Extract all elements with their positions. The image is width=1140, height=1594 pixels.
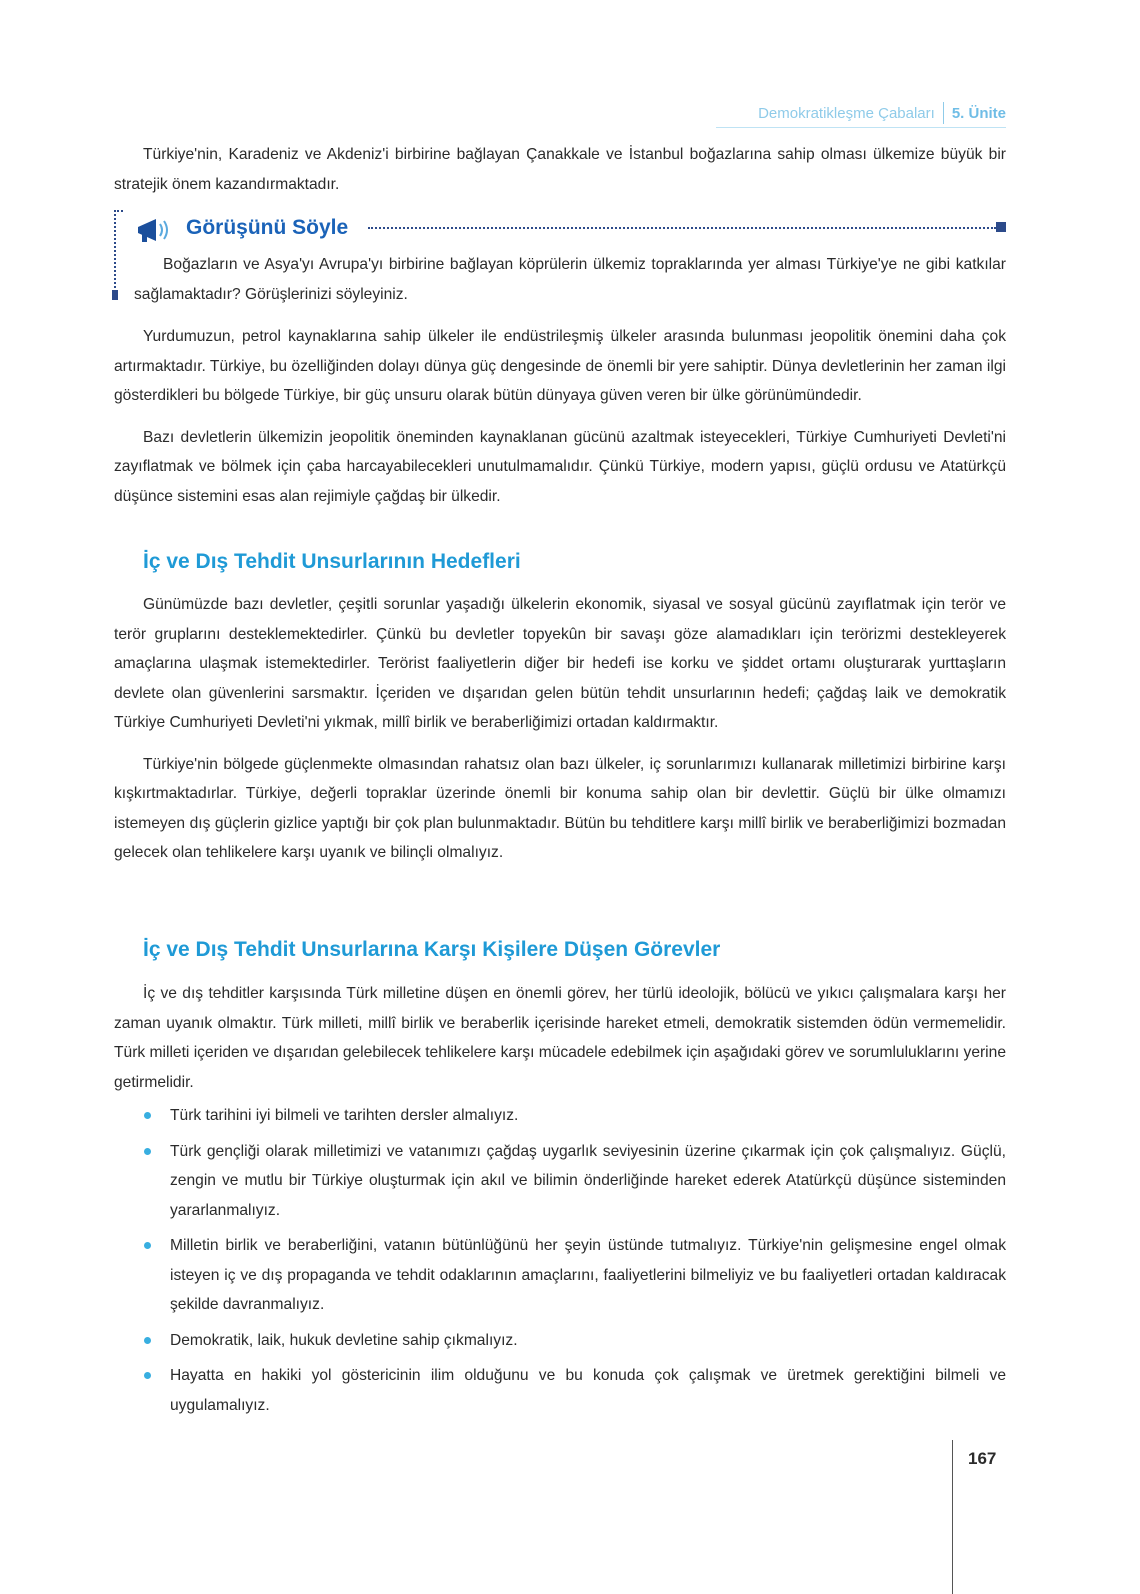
list-item bbox=[114, 1361, 1006, 1420]
list-item bbox=[114, 1101, 1006, 1131]
list-item-text: Türk tarihini iyi bilmeli ve tarihten dersler almalıyız. bbox=[170, 1107, 519, 1124]
list-item-text: Hayatta en hakiki yol göstericinin ilim olduğunu ve bu konuda çok çalışmak ve üretmek gerektiğini bilmeli ve uygulamalıyız. bbox=[170, 1367, 1006, 1414]
page-header bbox=[758, 102, 1006, 124]
page-number: 167 bbox=[968, 1449, 997, 1468]
section-title: Demokratikleşme Çabaları bbox=[758, 104, 935, 122]
list-item-text: Türk gençliği olarak milletimizi ve vatanımızı çağdaş uygarlık seviyesinin üzerine çıkarmak için çok çalışmalıyız. Güçlü, zengin ve mutlu bir Türkiye oluşturmak için akıl ve bilimin önderliğinde hareket ederek Atatürkçü düşünce sisteminden yararlanmalıyız. bbox=[170, 1142, 1006, 1219]
list-item bbox=[114, 1326, 1006, 1356]
list-item bbox=[114, 1231, 1006, 1320]
page-number-rule bbox=[952, 1440, 953, 1594]
bullet-icon bbox=[144, 1372, 151, 1379]
paragraph: Türkiye'nin bölgede güçlenmekte olmasından rahatsız olan bazı ülkeler, iç sorunlarımızı kullanarak milletimizi birbirine karşı kışkırtmaktadırlar. Türkiye, değerli topraklar üzerinde önemli bir konuma sahip olan bir devlettir. Güçlü bir ülke olmamızı istemeyen dış güçlerin gizlice yaptığı bir çok plan bulunmaktadır. Bütün bu tehditlere karşı millî birlik ve beraberliğimizi bozmadan gelecek olan tehlikelere karşı uyanık ve bilinçli olmalıyız. bbox=[114, 755, 1006, 861]
duties-list bbox=[114, 1101, 1006, 1426]
section-heading-2: İç ve Dış Tehdit Unsurlarına Karşı Kişilere Düşen Görevler bbox=[143, 938, 721, 961]
box-left-dots bbox=[114, 210, 116, 296]
intro-block bbox=[114, 140, 1006, 199]
list-item bbox=[114, 1137, 1006, 1226]
header-separator bbox=[943, 102, 944, 124]
paragraph: Günümüzde bazı devletler, çeşitli sorunlar yaşadığı ülkelerin ekonomik, siyasal ve sosyal gücünü zayıflatmak için terör ve terör gruplarını desteklemektedirler. Çünkü bu devletler topyekûn bir savaşı göze alamadıkları için terörizmi destekleyerek amaçlarına ulaşmak istemektedirler. Terörist faaliyetlerin diğer bir hedefi ise korku ve şiddet ortamı oluşturarak yurttaşların devlete olan güvenlerini sarsmaktır. İçeriden ve dışarıdan gelen bütün tehdit unsurlarının hedefi; çağdaş laik ve demokratik Türkiye Cumhuriyeti Devleti'ni yıkmak, millî birlik ve beraberliğimizi ortadan kaldırmaktır. bbox=[114, 596, 1006, 731]
opinion-box bbox=[114, 210, 1006, 303]
opinion-box-title: Görüşünü Söyle bbox=[186, 216, 349, 239]
paragraph-group-2 bbox=[114, 590, 1006, 868]
list-item-text: Milletin birlik ve beraberliğini, vatanın bütünlüğünü her şeyin üstünde tutmalıyız. Türkiye'nin gelişmesine engel olmak isteyen iç ve dış propaganda ve tehdit odaklarının amaçlarını, faaliyetlerini bilmeliyiz ve bu faaliyetleri ortadan kaldıracak şekilde davranmalıyız. bbox=[170, 1237, 1006, 1313]
box-end-square bbox=[996, 222, 1006, 232]
opinion-question: Boğazların ve Asya'yı Avrupa'yı birbirine bağlayan köprülerin ülkemiz topraklarında yer alması Türkiye'ye ne gibi katkılar sağlamaktadır? Görüşlerinizi söyleyiniz. bbox=[134, 256, 1006, 303]
section-heading-1: İç ve Dış Tehdit Unsurlarının Hedefleri bbox=[143, 550, 521, 573]
megaphone-icon bbox=[134, 215, 178, 245]
intro-paragraph: Türkiye'nin, Karadeniz ve Akdeniz'i birbirine bağlayan Çanakkale ve İstanbul boğazlarına sahip olması ülkemize büyük bir stratejik önem kazandırmaktadır. bbox=[114, 146, 1006, 193]
unit-label: 5. Ünite bbox=[951, 104, 1006, 122]
bullet-icon bbox=[144, 1242, 151, 1249]
box-title-dots bbox=[368, 227, 996, 229]
bullet-icon bbox=[144, 1112, 151, 1119]
paragraph: Yurdumuzun, petrol kaynaklarına sahip ülkeler ile endüstrileşmiş ülkeler arasında bulunması jeopolitik önemini daha çok artırmaktadır. Türkiye, bu özelliğinden dolayı dünya güç dengesinde de önemli bir yere sahiptir. Dünya devletlerinin her zaman ilgi gösterdikleri bu bölgede Türkiye, bir güç unsuru olarak bütün dünyaya güven veren bir ülke görünümündedir. bbox=[114, 328, 1006, 404]
paragraph-group-3 bbox=[114, 979, 1006, 1097]
bullet-icon bbox=[144, 1337, 151, 1344]
bullet-icon bbox=[144, 1148, 151, 1155]
header-rule bbox=[716, 127, 1006, 128]
paragraph-group-1 bbox=[114, 322, 1006, 511]
paragraph: İç ve dış tehditler karşısında Türk milletine düşen en önemli görev, her türlü ideolojik, bölücü ve yıkıcı çalışmalara karşı her zaman uyanık olmaktır. Türk milleti, millî birlik ve beraberlik içerisinde hareket etmeli, demokratik sistemden ödün vermemelidir. Türk milleti içeriden ve dışarıdan gelebilecek tehlikelere karşı mücadele edebilmek için aşağıdaki görev ve sorumluluklarını yerine getirmelidir. bbox=[114, 985, 1006, 1091]
list-item-text: Demokratik, laik, hukuk devletine sahip çıkmalıyız. bbox=[170, 1331, 518, 1349]
box-corner-square bbox=[112, 290, 118, 300]
paragraph: Bazı devletlerin ülkemizin jeopolitik öneminden kaynaklanan gücünü azaltmak isteyecekleri, Türkiye Cumhuriyeti Devleti'ni zayıflatmak ve bölmek için çaba harcayabilecekleri unutulmamalıdır. Çünkü Türkiye, modern yapısı, güçlü ordusu ve Atatürkçü düşünce sistemini esas alan rejimiyle çağdaş bir ülkedir. bbox=[114, 428, 1006, 505]
